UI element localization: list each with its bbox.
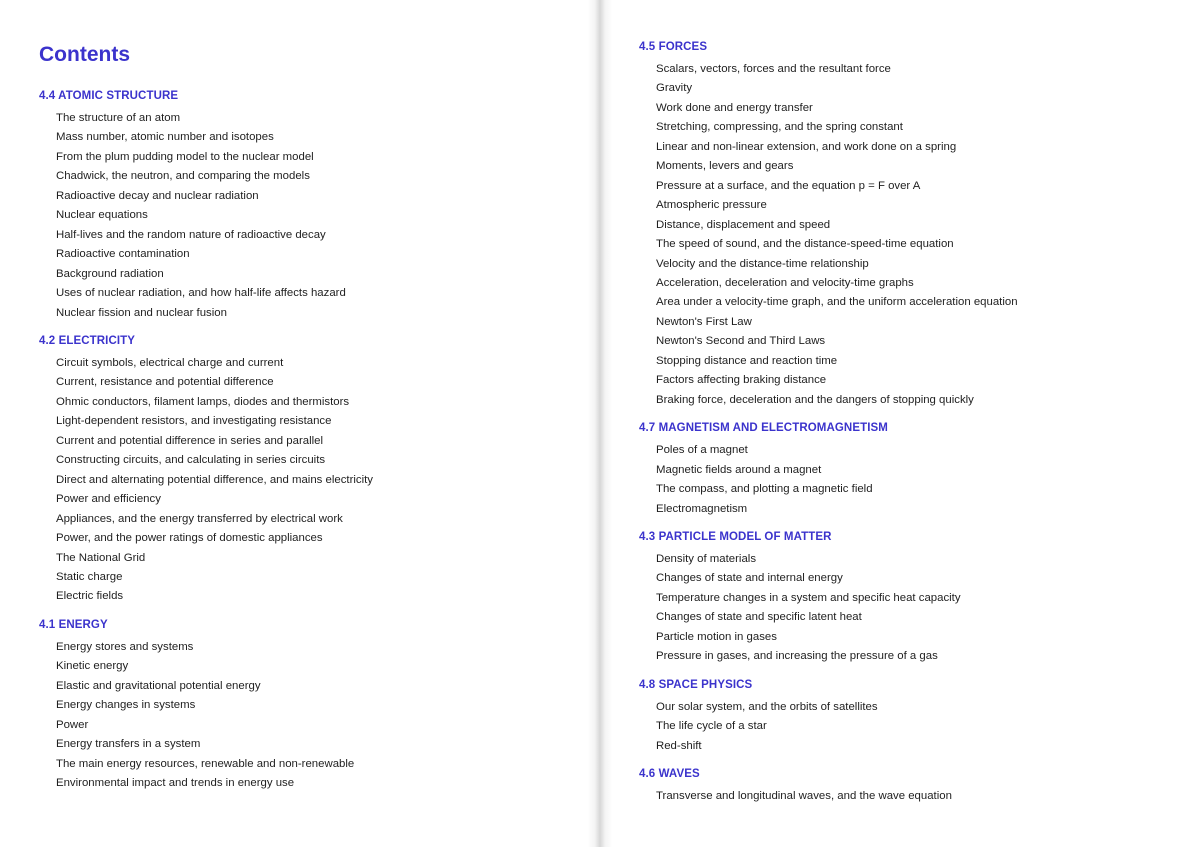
- toc-item[interactable]: Linear and non-linear extension, and work done on a spring: [656, 140, 957, 153]
- section-item-list: [656, 550, 1189, 667]
- toc-item[interactable]: Transverse and longitudinal waves, and the wave equation: [656, 790, 952, 803]
- toc-item[interactable]: The structure of an atom: [56, 112, 181, 124]
- toc-item[interactable]: Density of materials: [656, 552, 757, 565]
- toc-item[interactable]: Newton's Second and Third Laws: [656, 335, 826, 348]
- toc-item[interactable]: Red-shift: [656, 739, 702, 752]
- toc-item[interactable]: Elastic and gravitational potential energy: [56, 679, 261, 692]
- right-sections: [639, 40, 1189, 807]
- toc-item[interactable]: Pressure at a surface, and the equation p = F over A: [656, 179, 921, 192]
- toc-section: [39, 89, 579, 323]
- section-heading: 4.5 FORCES: [639, 41, 708, 53]
- toc-item[interactable]: Circuit symbols, electrical charge and current: [56, 356, 284, 369]
- toc-item[interactable]: From the plum pudding model to the nuclear model: [56, 150, 314, 163]
- toc-section: [639, 767, 1189, 806]
- toc-item[interactable]: Distance, displacement and speed: [656, 218, 831, 231]
- toc-section: [639, 530, 1189, 667]
- toc-item[interactable]: Braking force, deceleration and the dangers of stopping quickly: [656, 393, 974, 406]
- toc-item[interactable]: Chadwick, the neutron, and comparing the models: [56, 170, 310, 183]
- toc-item[interactable]: Current and potential difference in series and parallel: [56, 434, 324, 447]
- section-heading: 4.8 SPACE PHYSICS: [639, 678, 753, 691]
- toc-item[interactable]: Pressure in gases, and increasing the pressure of a gas: [656, 650, 938, 663]
- toc-item[interactable]: Light-dependent resistors, and investigating resistance: [56, 415, 332, 428]
- section-item-list: [656, 60, 1189, 410]
- toc-item[interactable]: Velocity and the distance-time relationship: [656, 257, 869, 270]
- toc-item[interactable]: Power, and the power ratings of domestic appliances: [56, 532, 323, 545]
- toc-item[interactable]: Electromagnetism: [656, 502, 748, 515]
- toc-item[interactable]: Scalars, vectors, forces and the resultant force: [656, 63, 891, 75]
- toc-item[interactable]: Background radiation: [56, 267, 164, 280]
- section-heading: 4.2 ELECTRICITY: [39, 334, 136, 347]
- toc-item[interactable]: Work done and energy transfer: [656, 101, 813, 114]
- toc-item[interactable]: Poles of a magnet: [656, 444, 748, 457]
- toc-item[interactable]: Magnetic fields around a magnet: [656, 463, 822, 476]
- toc-item[interactable]: Temperature changes in a system and specific heat capacity: [656, 591, 961, 604]
- toc-item[interactable]: Moments, levers and gears: [656, 160, 794, 173]
- section-item-list: [56, 109, 579, 323]
- toc-item[interactable]: Our solar system, and the orbits of satellites: [656, 700, 878, 713]
- toc-item[interactable]: Half-lives and the random nature of radioactive decay: [56, 228, 326, 241]
- toc-item[interactable]: Appliances, and the energy transferred by electrical work: [56, 512, 343, 525]
- toc-item[interactable]: Constructing circuits, and calculating in series circuits: [56, 454, 326, 467]
- toc-item[interactable]: Radioactive decay and nuclear radiation: [56, 189, 259, 202]
- toc-item[interactable]: Environmental impact and trends in energy use: [56, 777, 295, 790]
- toc-item[interactable]: Uses of nuclear radiation, and how half-life affects hazard: [56, 287, 346, 300]
- section-heading: 4.6 WAVES: [639, 768, 700, 781]
- toc-item[interactable]: Power and efficiency: [56, 493, 161, 506]
- toc-item[interactable]: Power: [56, 718, 89, 731]
- toc-item[interactable]: Factors affecting braking distance: [656, 374, 827, 387]
- toc-item[interactable]: The National Grid: [56, 551, 146, 564]
- toc-item[interactable]: Mass number, atomic number and isotopes: [56, 131, 274, 144]
- toc-item[interactable]: Nuclear fission and nuclear fusion: [56, 306, 227, 319]
- section-heading: 4.7 MAGNETISM AND ELECTROMAGNETISM: [639, 422, 888, 435]
- toc-item[interactable]: The life cycle of a star: [656, 720, 767, 733]
- section-item-list: [656, 787, 1189, 806]
- toc-item[interactable]: Nuclear equations: [56, 209, 148, 222]
- section-heading: 4.3 PARTICLE MODEL OF MATTER: [639, 530, 832, 543]
- toc-item[interactable]: Ohmic conductors, filament lamps, diodes and thermistors: [56, 395, 350, 408]
- toc-item[interactable]: Stretching, compressing, and the spring constant: [656, 121, 903, 134]
- toc-item[interactable]: Atmospheric pressure: [656, 199, 767, 212]
- toc-item[interactable]: The compass, and plotting a magnetic field: [656, 483, 873, 496]
- section-item-list: [656, 441, 1189, 519]
- toc-section: [639, 421, 1189, 519]
- toc-item[interactable]: Changes of state and specific latent heat: [656, 611, 862, 624]
- toc-item[interactable]: Energy transfers in a system: [56, 738, 201, 751]
- toc-item[interactable]: Kinetic energy: [56, 660, 129, 673]
- toc-section: [639, 40, 1189, 410]
- toc-item[interactable]: Particle motion in gases: [656, 630, 777, 643]
- toc-item[interactable]: Current, resistance and potential difference: [56, 376, 274, 389]
- section-heading: 4.1 ENERGY: [39, 618, 108, 631]
- toc-item[interactable]: Energy changes in systems: [56, 699, 196, 712]
- section-heading: 4.4 ATOMIC STRUCTURE: [39, 90, 179, 102]
- section-item-list: [56, 354, 579, 607]
- toc-item[interactable]: Energy stores and systems: [56, 640, 194, 653]
- toc-item[interactable]: Stopping distance and reaction time: [656, 354, 838, 367]
- toc-item[interactable]: Electric fields: [56, 590, 124, 603]
- toc-item[interactable]: Changes of state and internal energy: [656, 572, 843, 585]
- toc-item[interactable]: Direct and alternating potential difference, and mains electricity: [56, 473, 374, 486]
- toc-section: [39, 334, 579, 607]
- toc-item[interactable]: Gravity: [656, 82, 693, 95]
- page-gutter-shadow: [588, 0, 612, 847]
- toc-section: [639, 678, 1189, 756]
- toc-item[interactable]: The main energy resources, renewable and non-renewable: [56, 757, 355, 770]
- right-page: [639, 40, 1189, 818]
- section-item-list: [56, 638, 579, 794]
- toc-item[interactable]: Static charge: [56, 570, 123, 583]
- toc-item[interactable]: The speed of sound, and the distance-speed-time equation: [656, 238, 954, 251]
- section-item-list: [656, 698, 1189, 756]
- left-page: [39, 42, 579, 805]
- toc-item[interactable]: Area under a velocity-time graph, and the uniform acceleration equation: [656, 296, 1018, 309]
- toc-item[interactable]: Newton's First Law: [656, 315, 752, 328]
- toc-item[interactable]: Acceleration, deceleration and velocity-time graphs: [656, 276, 914, 289]
- toc-section: [39, 618, 579, 794]
- left-sections: [39, 89, 579, 794]
- contents-title: Contents: [39, 43, 130, 66]
- toc-item[interactable]: Radioactive contamination: [56, 248, 190, 261]
